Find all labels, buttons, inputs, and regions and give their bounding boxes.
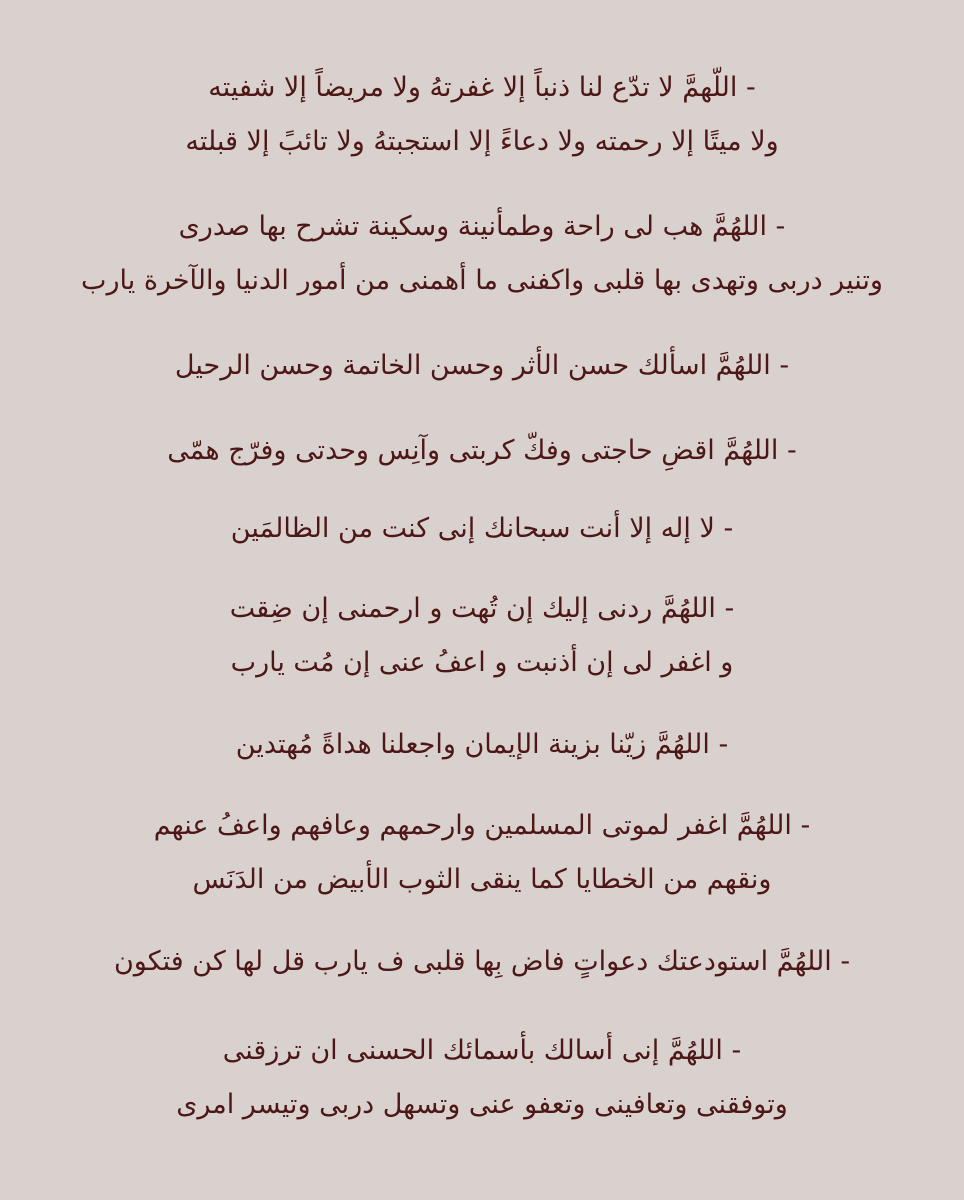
dua-block <box>40 799 924 907</box>
dua-line: - اللهُمَّ هب لى راحة وطمأنينة وسكينة تشرح بها صدرى <box>178 211 786 242</box>
dua-line: و اغفر لى إن أذنبت و اعفُ عنى إن مُت يارب <box>230 647 734 678</box>
dua-block <box>40 935 924 989</box>
dua-block <box>40 718 924 772</box>
dua-line: - اللهُمَّ اغفر لموتى المسلمين وارحمهم وعافهم واعفُ عنهم <box>153 810 811 841</box>
dua-block <box>40 339 924 393</box>
dua-line: ولا ميتًا إلا رحمته ولا دعاءً إلا استجبتهُ ولا تائبً إلا قبلته <box>185 126 779 157</box>
dua-line: - اللهُمَّ ردنى إليك إن تُهت و ارحمنى إن ضِقت <box>229 593 735 624</box>
dua-line: - لا إله إلا أنت سبحانك إنى كنت من الظالمَين <box>230 513 734 544</box>
dua-line: - اللهُمَّ زيّنا بزينة الإيمان واجعلنا هداةً مُهتدين <box>235 729 729 760</box>
dua-block <box>40 200 924 308</box>
dua-line: - اللهُمَّ اسألك حسن الأثر وحسن الخاتمة وحسن الرحيل <box>174 350 790 381</box>
dua-line: وتنير دربى وتهدى بها قلبى واكفنى ما أهمنى من أمور الدنيا والآخرة يارب <box>81 265 883 296</box>
dua-line: - اللّهمَّ لا تدّع لنا ذنباً إلا غفرتهُ ولا مريضاً إلا شفيته <box>208 72 756 103</box>
dua-block <box>40 424 924 478</box>
dua-line: - اللهُمَّ اقضِ حاجتى وفكّ كربتى وآنِس وحدتى وفرّج همّى <box>167 435 797 466</box>
dua-line: - اللهُمَّ استودعتك دعواتٍ فاض بِها قلبى ف يارب قل لها كن فتكون <box>113 946 851 977</box>
dua-line: وتوفقنى وتعافينى وتعفو عنى وتسهل دربى وتيسر امرى <box>176 1089 788 1120</box>
dua-block <box>40 61 924 169</box>
dua-block <box>40 502 924 556</box>
dua-line: ونقهم من الخطايا كما ينقى الثوب الأبيض من الدَنَس <box>192 864 772 895</box>
dua-block <box>40 582 924 690</box>
dua-block <box>40 1024 924 1132</box>
dua-line: - اللهُمَّ إنى أسالك بأسمائك الحسنى ان ترزقنى <box>222 1035 742 1066</box>
